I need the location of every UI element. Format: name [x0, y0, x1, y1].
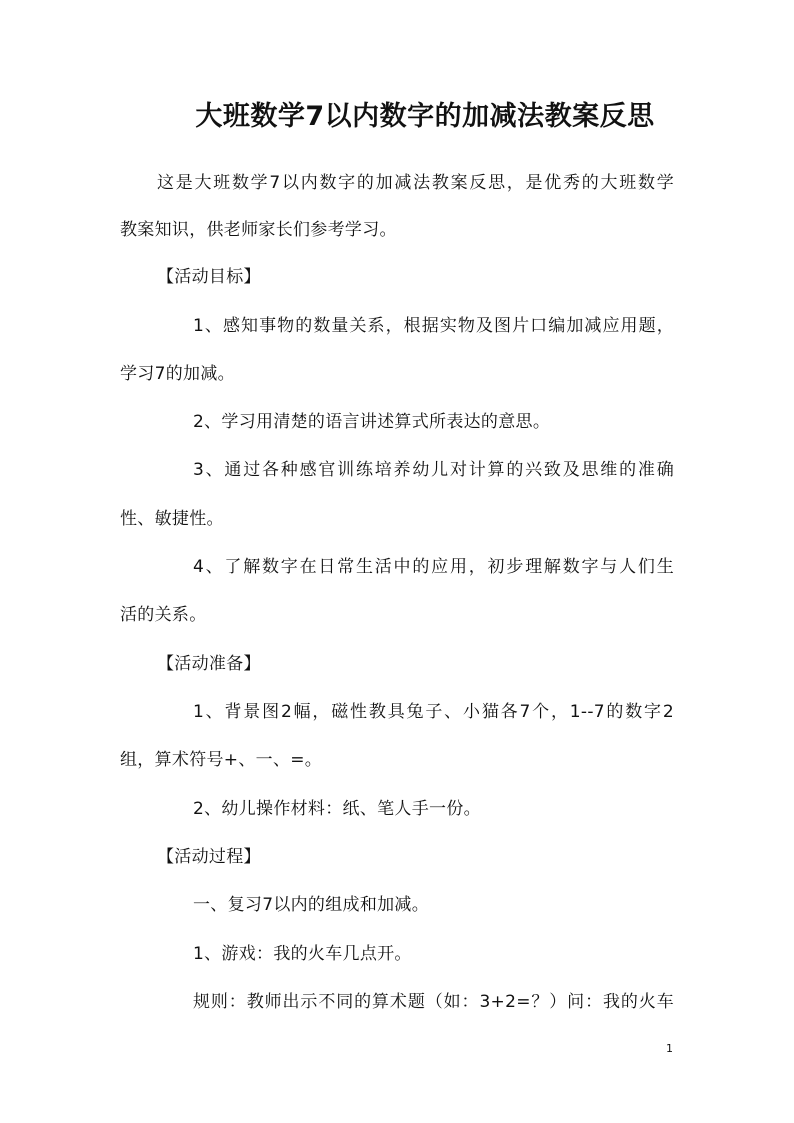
- section-heading-goals: 【活动目标】: [157, 267, 261, 287]
- prep-2-line: 2、幼儿操作材料：纸、笔人手一份。: [193, 799, 481, 819]
- intro-line-1: 这是大班数学7以内数字的加减法教案反思，是优秀的大班数学: [157, 173, 674, 193]
- intro-line-2: 教案知识，供老师家长们参考学习。: [120, 220, 397, 240]
- page-number: 1: [666, 1042, 673, 1055]
- section-heading-process: 【活动过程】: [157, 847, 261, 867]
- document-title: 大班数学7以内数字的加减法教案反思: [195, 101, 655, 132]
- prep-1-line-1: 1、背景图2幅，磁性教具兔子、小猫各7个，1--7的数字2: [193, 702, 674, 722]
- process-game: 1、游戏：我的火车几点开。: [193, 944, 412, 964]
- section-heading-preparation: 【活动准备】: [157, 654, 261, 674]
- goal-3-line-2: 性、敏捷性。: [120, 509, 224, 529]
- prep-1-line-2: 组，算术符号+、一、=。: [120, 750, 323, 770]
- process-step-1: 一、复习7以内的组成和加减。: [193, 895, 430, 915]
- goal-2-line: 2、学习用清楚的语言讲述算式所表达的意思。: [193, 412, 551, 432]
- goal-3-line-1: 3、通过各种感官训练培养幼儿对计算的兴致及思维的准确: [193, 460, 674, 480]
- goal-1-line-2: 学习7的加减。: [120, 364, 235, 384]
- goal-1-line-1: 1、感知事物的数量关系，根据实物及图片口编加减应用题，: [193, 316, 674, 336]
- goal-4-line-2: 活的关系。: [120, 605, 207, 625]
- goal-4-line-1: 4、了解数字在日常生活中的应用，初步理解数字与人们生: [193, 557, 674, 577]
- process-rule: 规则：教师出示不同的算术题（如：3+2=？）问：我的火车: [193, 992, 674, 1012]
